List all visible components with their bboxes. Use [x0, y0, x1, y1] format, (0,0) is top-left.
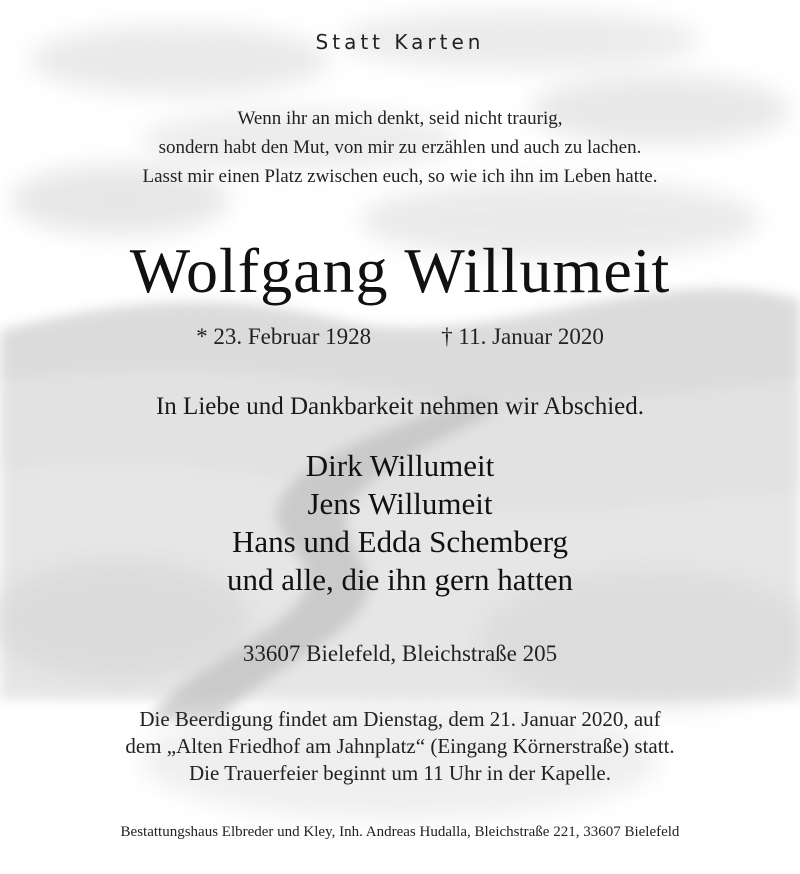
life-dates — [0, 324, 800, 350]
mourner-name: und alle, die ihn gern hatten — [226, 562, 574, 597]
poem-block — [0, 104, 800, 191]
deceased-name: Wolfgang Willumeit — [129, 235, 671, 306]
family-address: 33607 Bielefeld, Bleichstraße 205 — [242, 641, 558, 666]
funeral-details — [0, 706, 800, 787]
death-date: † 11. Januar 2020 — [441, 324, 604, 349]
mourner-name: Jens Willumeit — [307, 486, 493, 521]
funeral-line: dem „Alten Friedhof am Jahnplatz“ (Eingang Körnerstraße) statt. — [125, 734, 675, 758]
mourner-name: Dirk Willumeit — [305, 448, 495, 483]
mourners-list — [0, 447, 800, 599]
mourner-name: Hans und Edda Schemberg — [231, 524, 569, 559]
poem-line: Wenn ihr an mich denkt, seid nicht traurig, — [237, 108, 563, 129]
poem-line: sondern habt den Mut, von mir zu erzählen und auch zu lachen. — [158, 137, 642, 158]
farewell-line: In Liebe und Dankbarkeit nehmen wir Abschied. — [155, 393, 645, 420]
funeral-line: Die Trauerfeier beginnt um 11 Uhr in der Kapelle. — [188, 761, 612, 785]
poem-line: Lasst mir einen Platz zwischen euch, so wie ich ihn im Leben hatte. — [142, 166, 658, 187]
funeral-line: Die Beerdigung findet am Dienstag, dem 21. Januar 2020, auf — [139, 707, 661, 731]
funeral-home-footer: Bestattungshaus Elbreder und Kley, Inh. Andreas Hudalla, Bleichstraße 221, 33607 Bielefeld — [120, 824, 680, 840]
birth-date: * 23. Februar 1928 — [196, 324, 372, 349]
header-statt-karten: Statt Karten — [315, 30, 485, 54]
